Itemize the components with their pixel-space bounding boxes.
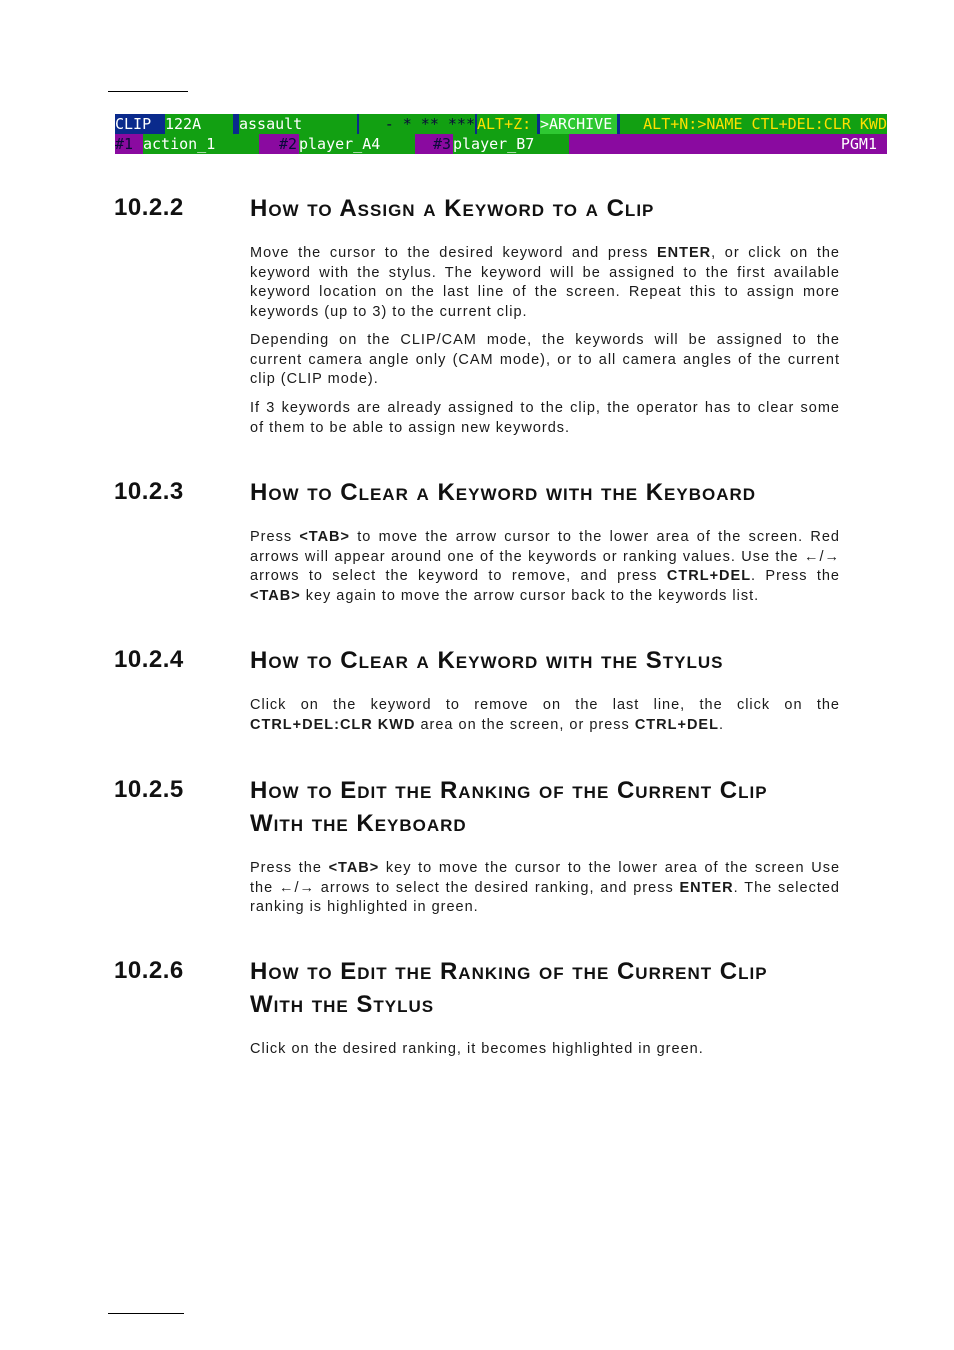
keyword-2-slot[interactable]: player_A4 bbox=[299, 134, 415, 154]
status-row-keywords bbox=[115, 134, 887, 154]
section-title: How to Clear a Keyword with the Keyboard bbox=[250, 479, 757, 506]
section-number: 10.2.3 bbox=[114, 478, 184, 505]
status-row-clip bbox=[115, 114, 887, 134]
name-clear-shortcuts[interactable]: ALT+N:>NAME CTL+DEL:CLR KWD bbox=[620, 114, 887, 134]
paragraph: Depending on the CLIP/CAM mode, the keywords will be assigned to the current camera angle only (CAM mode), or to all camera angles of the current clip (CLIP mode). bbox=[250, 332, 840, 387]
paragraph: Click on the keyword to remove on the last line, the click on the CTRL+DEL:CLR KWD area on the screen, or press CTRL+DEL. bbox=[250, 697, 840, 733]
ranking-values[interactable]: - * ** *** bbox=[359, 114, 475, 134]
keyword-3-number: #3 bbox=[417, 134, 451, 154]
section-number: 10.2.6 bbox=[114, 957, 184, 984]
header-rule bbox=[108, 91, 188, 92]
section-number: 10.2.2 bbox=[114, 194, 184, 221]
keyword-2-number: #2 bbox=[261, 134, 297, 154]
paragraph: If 3 keywords are already assigned to the clip, the operator has to clear some of them to be able to assign new keywords. bbox=[250, 400, 840, 436]
keyword-status-bar bbox=[115, 114, 887, 154]
paragraph: Press the <TAB> key to move the cursor to the lower area of the screen Use the ←/→ arrows to select the desired ranking, and press ENTER. The selected ranking is highlighted in green. bbox=[250, 860, 841, 915]
clip-id: 122A bbox=[165, 114, 233, 134]
keyword-1-number: #1 bbox=[115, 134, 141, 154]
paragraph: Press <TAB> to move the arrow cursor to the lower area of the screen. Red arrows will appear around one of the keywords or ranking values. Use the ←/→ arrows to select the keyword to remove, and press CTRL+DEL. Press the <TAB> key again to move the arrow cursor back to the keywords list. bbox=[250, 529, 840, 604]
paragraph: Click on the desired ranking, it becomes highlighted in green. bbox=[250, 1041, 704, 1057]
section-title bbox=[250, 955, 768, 1021]
pgm-indicator: PGM1 bbox=[815, 134, 887, 154]
clip-name: assault bbox=[239, 114, 357, 134]
paragraph: Move the cursor to the desired keyword and press ENTER, or click on the keyword with the stylus. The keyword will be assigned to the first available keyword location on the last line of the screen. Repeat this to assign more keywords (up to 3) to the current clip. bbox=[250, 245, 840, 320]
section-number: 10.2.5 bbox=[114, 776, 184, 803]
section-title bbox=[250, 774, 768, 840]
section-number: 10.2.4 bbox=[114, 646, 184, 673]
section-title: How to Assign a Keyword to a Clip bbox=[250, 195, 655, 222]
archive-button[interactable]: >ARCHIVE bbox=[540, 114, 617, 134]
section-title-line: How to Edit the Ranking of the Current Clip bbox=[250, 958, 768, 985]
alt-z-shortcut: ALT+Z: bbox=[477, 114, 537, 134]
footer-rule bbox=[108, 1313, 184, 1314]
clip-label: CLIP bbox=[115, 114, 163, 134]
section-title-line: How to Edit the Ranking of the Current Clip bbox=[250, 777, 768, 804]
section-title-line: With the Stylus bbox=[250, 991, 435, 1018]
keyword-1-slot[interactable]: action_1 bbox=[143, 134, 259, 154]
section-title: How to Clear a Keyword with the Stylus bbox=[250, 647, 724, 674]
keyword-3-slot[interactable]: player_B7 bbox=[453, 134, 569, 154]
section-title-line: With the Keyboard bbox=[250, 810, 467, 837]
